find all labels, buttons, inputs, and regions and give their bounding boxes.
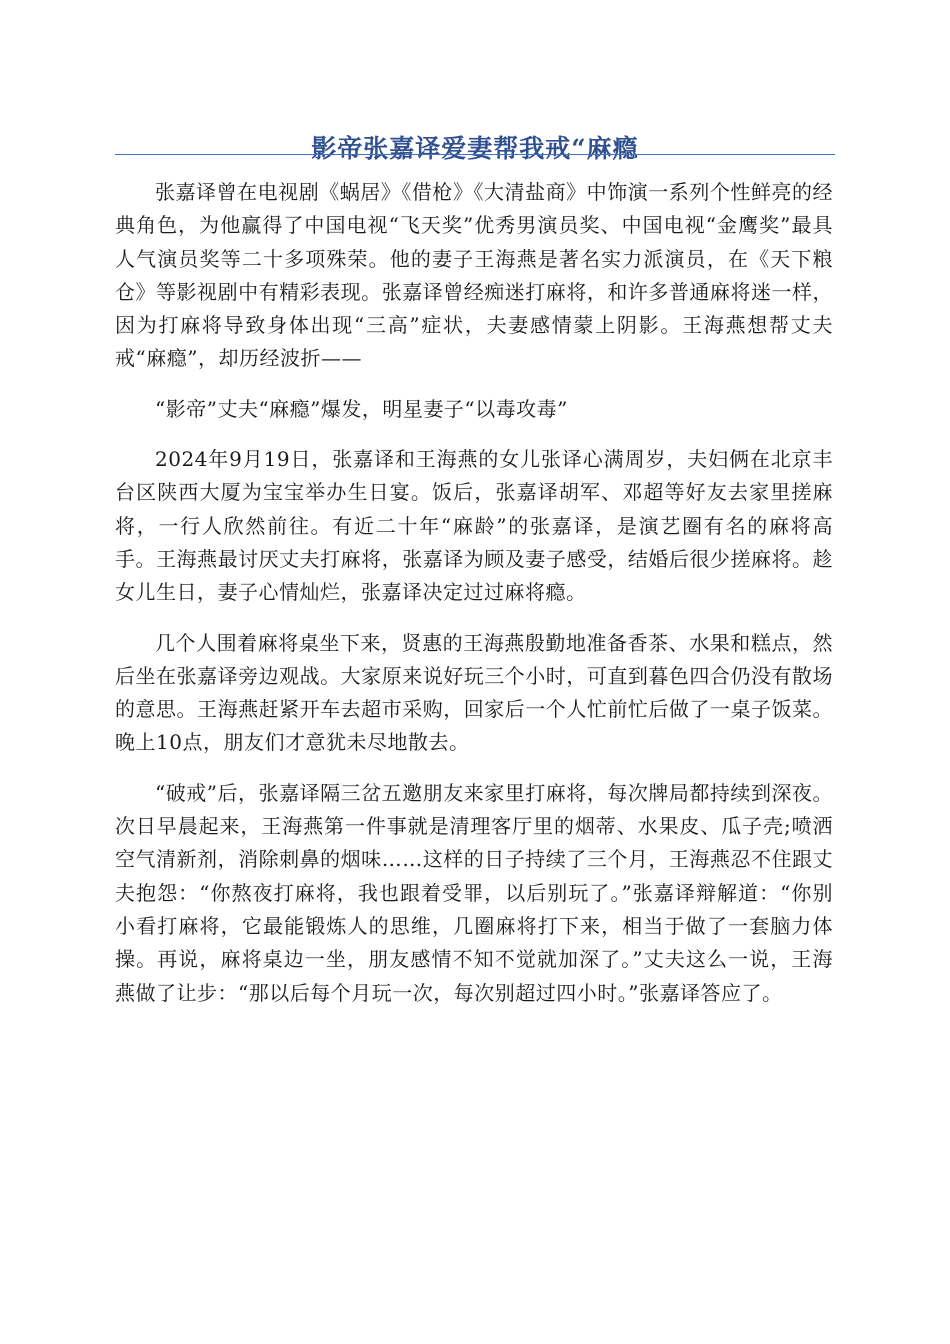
paragraph-mahjong-table: 几个人围着麻将桌坐下来，贤惠的王海燕殷勤地准备香茶、水果和糕点，然后坐在张嘉译旁边观战。大家原来说好玩三个小时，可直到暮色四合仍没有散场的意思。王海燕赶紧开车去超市采购，回家后一个人忙前忙后做了一桌子饭菜。晚上10点，朋友们才意犹未尽地散去。: [115, 630, 833, 755]
page-title: 影帝张嘉译爱妻帮我戒“麻瘾: [311, 133, 639, 163]
paragraph-birthday: 2024年9月19日，张嘉译和王海燕的女儿张译心满周岁，夫妇俩在北京丰台区陕西大厦为宝宝举办生日宴。饭后，张嘉译胡军、邓超等好友去家里搓麻将，一行人欣然前往。有近二十年“麻龄”的张嘉译，是演艺圈有名的麻将高手。王海燕最讨厌丈夫打麻将，张嘉译为顾及妻子感受，结婚后很少搓麻将。趁女儿生日，妻子心情灿烂，张嘉译决定过过麻将瘾。: [115, 447, 833, 605]
paragraph-break-vow: “破戒”后，张嘉译隔三岔五邀朋友来家里打麻将，每次牌局都持续到深夜。次日早晨起来，王海燕第一件事就是清理客厅里的烟蒂、水果皮、瓜子壳;喷洒空气清新剂，消除刺鼻的烟味……这样的日子持续了三个月，王海燕忍不住跟丈夫抱怨：“你熬夜打麻将，我也跟着受罪，以后别玩了。”张嘉译辩解道：“你别小看打麻将，它最能锻炼人的思维，几圈麻将打下来，相当于做了一套脑力体操。再说，麻将桌边一坐，朋友感情不知不觉就加深了。”丈夫这么一说，王海燕做了让步：“那以后每个月玩一次，每次别超过四小时。”张嘉译答应了。: [115, 780, 833, 1005]
article-body: [115, 176, 833, 1027]
title-underline-divider: [115, 154, 835, 155]
section-subheading: “影帝”丈夫“麻瘾”爆发，明星妻子“以毒攻毒”: [155, 396, 568, 421]
paragraph-intro: 张嘉译曾在电视剧《蜗居》《借枪》《大清盐商》中饰演一系列个性鲜亮的经典角色，为他赢得了中国电视“飞天奖”优秀男演员奖、中国电视“金鹰奖”最具人气演员奖等二十多项殊荣。他的妻子王海燕是著名实力派演员，在《天下粮仓》等影视剧中有精彩表现。张嘉译曾经痴迷打麻将，和许多普通麻将迷一样，因为打麻将导致身体出现“三高”症状，夫妻感情蒙上阴影。王海燕想帮丈夫戒“麻瘾”，却历经波折——: [115, 180, 833, 371]
